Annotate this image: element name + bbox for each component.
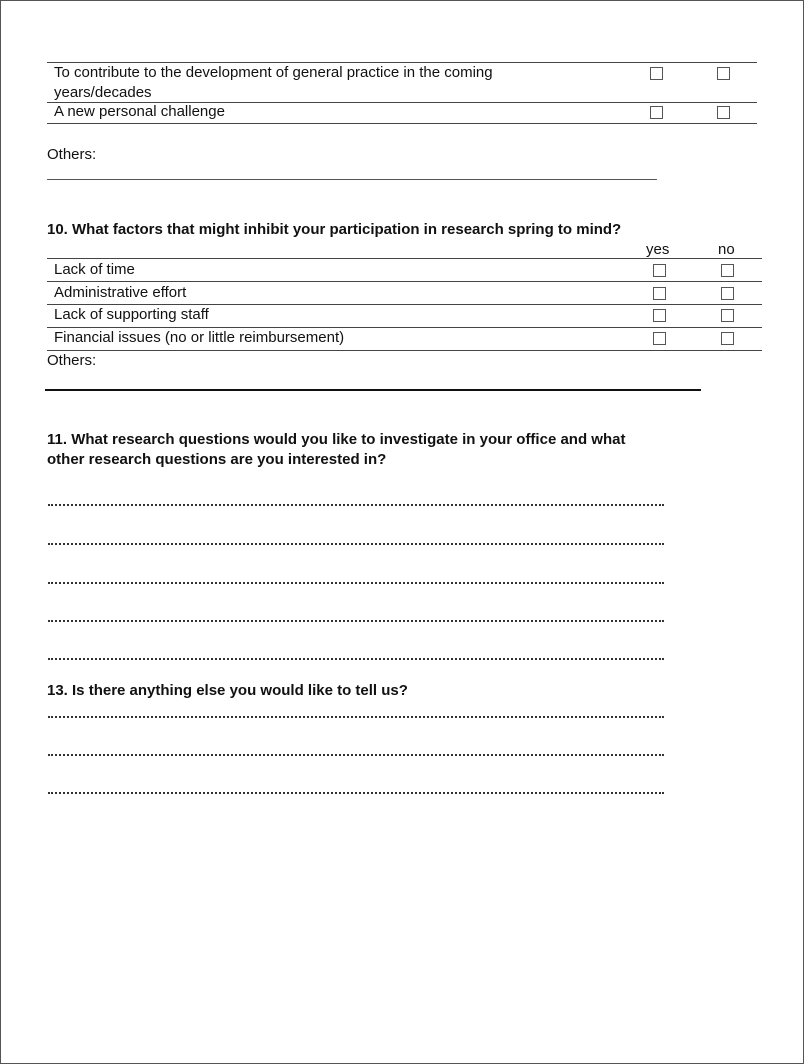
question-13-title: 13. Is there anything else you would like to tell us?	[47, 682, 408, 699]
table-divider	[47, 350, 762, 351]
question-11-title-line2: other research questions are you interested in?	[47, 451, 387, 468]
yes-checkbox[interactable]	[653, 264, 666, 277]
no-checkbox[interactable]	[721, 264, 734, 277]
question-11-title-line1: 11. What research questions would you like to investigate in your office and what	[47, 431, 626, 448]
table-divider	[47, 258, 762, 259]
answer-line[interactable]	[48, 658, 664, 660]
others-label: Others:	[47, 146, 97, 163]
answer-line[interactable]	[48, 754, 664, 756]
row-label: Administrative effort	[54, 284, 187, 301]
no-checkbox[interactable]	[717, 106, 730, 119]
answer-line[interactable]	[48, 716, 664, 718]
others-label: Others:	[47, 352, 97, 369]
row-label-continued: years/decades	[54, 84, 152, 101]
answer-line[interactable]	[48, 504, 664, 506]
column-header-yes: yes	[646, 241, 670, 258]
yes-checkbox[interactable]	[650, 67, 663, 80]
question-11-title	[47, 430, 625, 470]
no-checkbox[interactable]	[721, 332, 734, 345]
row-label: Lack of supporting staff	[54, 306, 209, 323]
yes-checkbox[interactable]	[653, 332, 666, 345]
no-checkbox[interactable]	[721, 309, 734, 322]
answer-line[interactable]	[48, 792, 664, 794]
others-input-line[interactable]	[47, 179, 657, 180]
yes-checkbox[interactable]	[653, 309, 666, 322]
answer-line[interactable]	[48, 620, 664, 622]
answer-line[interactable]	[48, 582, 664, 584]
row-label: A new personal challenge	[54, 103, 225, 120]
column-header-no: no	[718, 241, 735, 258]
yes-checkbox[interactable]	[650, 106, 663, 119]
others-input-line[interactable]	[45, 389, 701, 391]
table-divider	[47, 123, 757, 124]
row-label: Lack of time	[54, 261, 135, 278]
no-checkbox[interactable]	[717, 67, 730, 80]
question-10-title: 10. What factors that might inhibit your participation in research spring to mind?	[47, 221, 622, 238]
no-checkbox[interactable]	[721, 287, 734, 300]
answer-line[interactable]	[48, 543, 664, 545]
table-divider	[47, 281, 762, 282]
yes-checkbox[interactable]	[653, 287, 666, 300]
row-label: Financial issues (no or little reimbursement)	[54, 329, 345, 346]
row-label: To contribute to the development of general practice in the coming	[54, 64, 493, 81]
